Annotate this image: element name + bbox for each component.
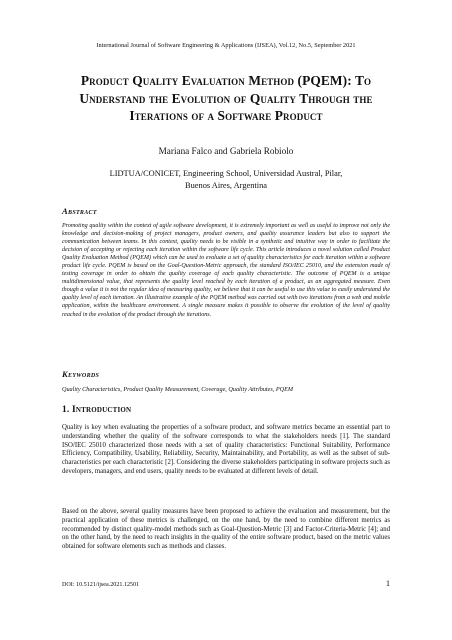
authors: Mariana Falco and Gabriela Robiolo [158,146,294,156]
journal-header: International Journal of Software Engineering & Applications (IJSEA), Vol.12, No.5, September 2021 [96,42,356,49]
section-heading-introduction: 1. Introduction [62,405,132,415]
keywords-heading: Keywords [62,369,100,379]
affiliation-line-2: Buenos Aires, Argentina [185,180,267,190]
page-number: 1 [385,579,390,588]
affiliation [62,168,390,191]
affiliation-line-1: LIDTUA/CONICET, Engineering School, Universidad Austral, Pilar, [109,169,343,178]
doi[interactable]: DOI: 10.5121/ijsea.2021.12501 [62,582,140,588]
abstract-heading: Abstract [62,206,97,216]
paper-title: Product Quality Evaluation Method (PQEM): To Understand the Evolution of Quality Through the Iterations of a Software Product [79,73,373,124]
abstract-text: Promoting quality within the context of agile software development, it is extremely important as well as useful to improve not only the knowledge and decision-making of project managers, product owners, and quality assurance leaders but also to support the communication between teams. In this context, quality needs to be visible in a synthetic and intuitive way in order to facilitate the decision of accepting or rejecting each iteration within the software life cycle. This article introduces a novel solution called Product Quality Evaluation Method (PQEM) which can be used to evaluate a set of quality characteristics for each iteration within a software product life cycle. PQEM is based on the Goal-Question-Metric approach, the standard ISO/IEC 25010, and the extension made of testing coverage in order to obtain the quality coverage of each quality characteristic. The outcome of PQEM is a unique multidimensional value, that represents the quality level reached by each iteration of a product, as an aggregated measure. Even though a value it is not the regular idea of measuring quality, we believe that it can be useful to use this value to easily understand the quality level of each iteration. An illustrative example of the PQEM method was carried out with two iterations from a web and mobile application, within the healthcare environment. A single measure makes it possible to observe the evolution of the level of quality reached in the evolution of the product through the iterations. [62,223,390,318]
intro-paragraph-2: Based on the above, several quality measures have been proposed to achieve the evaluation and measurement, but the practical application of these metrics is challenged, on the one hand, by the need to combine different metrics as recommended by distinct quality-model methods such as Goal-Question-Metric [3] and Factor-Criteria-Metric [4]; and on the other hand, by the need to reach insights in the quality of the entire software product, based on the metric values obtained for software elements such as methods and classes. [62,508,390,550]
keywords-text: Quality Characteristics, Product Quality Measurement, Coverage, Quality Attributes, PQEM [62,386,294,393]
intro-paragraph-1: Quality is key when evaluating the properties of a software product, and software metrics became an essential part to understanding whether the quality of the software corresponds to what the stakeholders needs [1]. The standard ISO/IEC 25010 characterized those needs with a set of quality characteristics: Functional Suitability, Performance Efficiency, Compatibility, Usability, Reliability, Security, Maintainability, and Portability, as well as the subset of sub-characteristics per each characteristic [2]. Considering the diverse stakeholders participating in software projects such as developers, managers, and end users, quality needs to be evaluated at different levels of detail. [62,424,390,475]
